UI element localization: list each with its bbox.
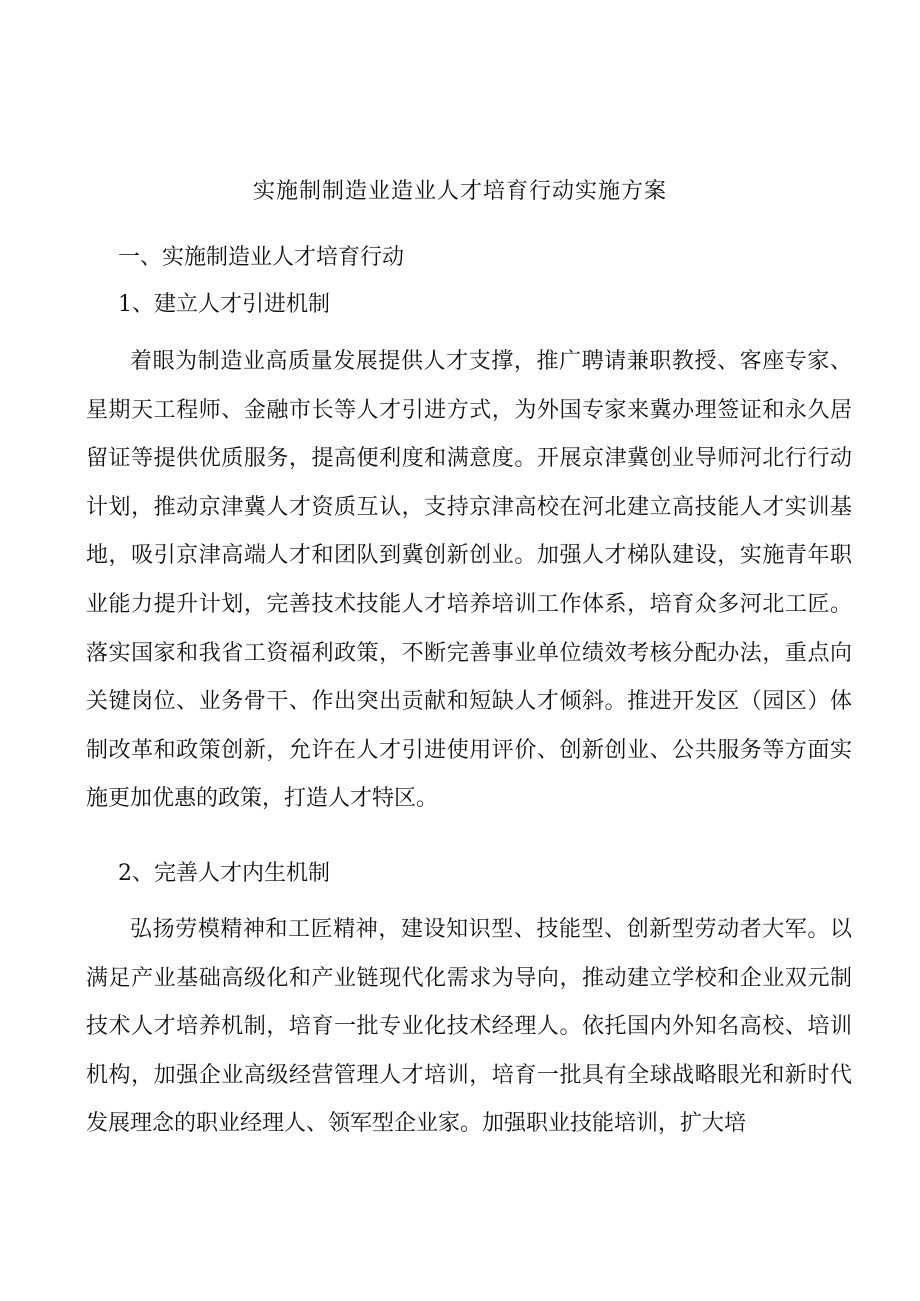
subsection-heading-2: 2、完善人才内生机制 — [118, 861, 330, 886]
document-title: 实施制制造业造业人才培育行动实施方案 — [252, 179, 667, 204]
subsection-heading-1: 1、建立人才引进机制 — [118, 292, 330, 317]
paragraph-2: 弘扬劳模精神和工匠精神，建设知识型、技能型、创新型劳动者大军。以满足产业基础高级化和产业链现代化需求为导向，推动建立学校和企业双元制技术人才培养机制，培育一批专业化技术经理人。依托国内外知名高校、培训机构，加强企业高级经营管理人才培训，培育一批具有全球战略眼光和新时代发展理念的职业经理人、领军型企业家。加强职业技能培训，扩大培 — [86, 917, 852, 1137]
paragraph-1: 着眼为制造业高质量发展提供人才支撑，推广聘请兼职教授、客座专家、星期天工程师、金融市长等人才引进方式，为外国专家来冀办理签证和永久居留证等提供优质服务，提高便利度和满意度。开展京津冀创业导师河北行行动计划，推动京津冀人才资质互认，支持京津高校在河北建立高技能人才实训基地，吸引京津高端人才和团队到冀创新创业。加强人才梯队建设，实施青年职业能力提升计划，完善技术技能人才培养培训工作体系，培育众多河北工匠。落实国家和我省工资福利政策，不断完善事业单位绩效考核分配办法，重点向关键岗位、业务骨干、作出突出贡献和短缺人才倾斜。推进开发区（园区）体制改革和政策创新，允许在人才引进使用评价、创新创业、公共服务等方面实施更加优惠的政策，打造人才特区。 — [86, 349, 852, 812]
section-heading: 一、实施制造业人才培育行动 — [118, 245, 405, 270]
